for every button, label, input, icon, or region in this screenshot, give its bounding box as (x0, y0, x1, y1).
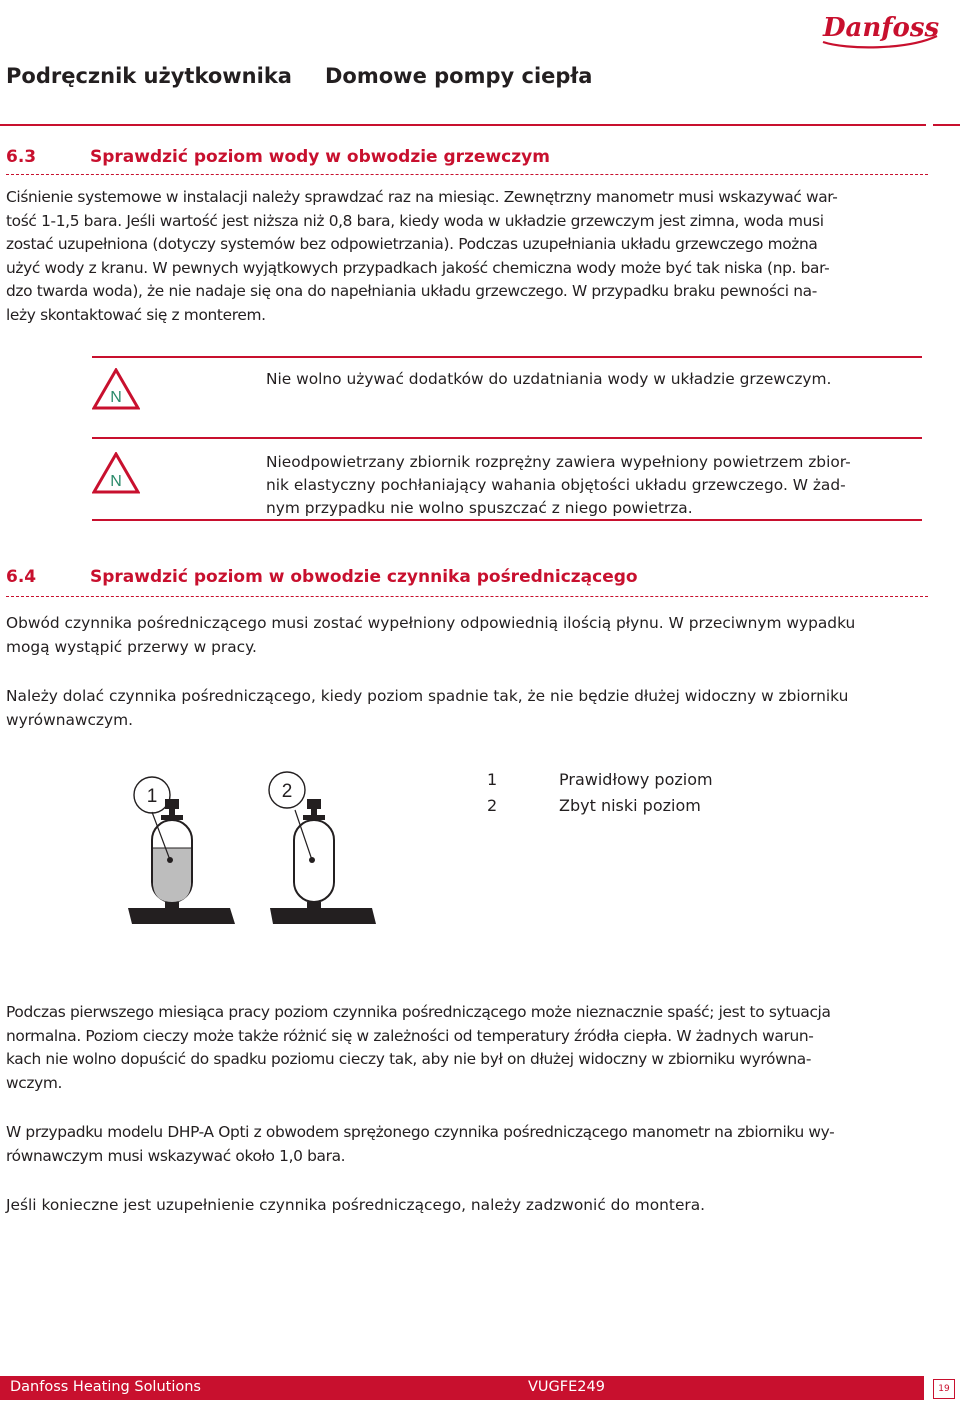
header-rule (0, 124, 926, 126)
section-title: Sprawdzić poziom wody w obwodzie grzewczym (90, 147, 550, 167)
section-64-paragraph-3 (6, 1001, 928, 1095)
section-number: 6.3 (6, 147, 37, 167)
svg-text:N: N (110, 389, 122, 406)
text-line: Należy dolać czynnika pośredniczącego, kiedy poziom spadnie tak, że nie będzie dłużej widoczny w zbiorniku (6, 687, 849, 705)
note-text (266, 368, 916, 391)
section-divider (6, 174, 928, 175)
text-line: nik elastyczny pochłaniający wahania objętości układu grzewczego. W żad- (266, 476, 846, 494)
text-line: Podczas pierwszego miesiąca pracy poziom czynnika pośredniczącego może nieznacznie spaść; jest to sytuacja (6, 1003, 831, 1021)
note-top-rule (92, 356, 922, 358)
note-bottom-rule (92, 519, 922, 521)
section-title: Sprawdzić poziom w obwodzie czynnika pośredniczącego (90, 567, 638, 587)
page-title-right: Domowe pompy ciepła (325, 64, 593, 88)
text-line: zostać uzupełniona (dotyczy systemów bez odpowietrzania). Podczas uzupełniania układu grzewczego można (6, 235, 818, 253)
warning-triangle-icon (92, 452, 140, 494)
text-line: równawczym musi wskazywać około 1,0 bara. (6, 1146, 346, 1165)
text-line: wyrównawczym. (6, 710, 133, 729)
footer-company: Danfoss Heating Solutions (10, 1379, 201, 1395)
header-rule-tail (933, 124, 960, 126)
section-64-paragraph-2 (6, 685, 928, 732)
callout-label-2: 2 (281, 781, 293, 802)
text-line: Obwód czynnika pośredniczącego musi zostać wypełniony odpowiednią ilością płynu. W przeciwnym wypadku (6, 614, 856, 632)
text-line: użyć wody z kranu. W pewnych wyjątkowych przypadkach jakość chemiczna wody może być tak niska (np. bar- (6, 258, 830, 277)
svg-text:N: N (110, 473, 122, 490)
legend-number: 1 (487, 770, 498, 789)
page-number: 19 (933, 1379, 955, 1399)
note-text (266, 451, 916, 520)
callout-label-1: 1 (146, 786, 158, 807)
text-line: normalna. Poziom cieczy może także różnić się w zależności od temperatury źródła ciepła. W żadnych warun- (6, 1026, 814, 1045)
text-line: leży skontaktować się z monterem. (6, 305, 266, 324)
text-line: Jeśli konieczne jest uzupełnienie czynnika pośredniczącego, należy zadzwonić do montera. (6, 1196, 706, 1214)
page-title-left: Podręcznik użytkownika (6, 64, 292, 88)
section-64-paragraph-5 (6, 1194, 928, 1218)
tank-too-low-level (269, 772, 376, 924)
footer-document-code: VUGFE249 (528, 1379, 605, 1395)
text-line: Ciśnienie systemowe w instalacji należy sprawdzać raz na miesiąc. Zewnętrzny manometr musi wskazywać war- (6, 188, 838, 206)
legend-text: Prawidłowy poziom (559, 770, 713, 789)
text-line: kach nie wolno dopuścić do spadku poziomu cieczy tak, aby nie był on dłużej widoczny w zbiorniku wyrówna- (6, 1050, 812, 1068)
section-64-paragraph-4 (6, 1121, 928, 1168)
section-64-paragraph-1 (6, 612, 928, 659)
danfoss-logo (817, 6, 942, 50)
text-line: tość 1-1,5 bara. Jeśli wartość jest niższa niż 0,8 bara, kiedy woda w układzie grzewczym jest zimna, woda musi (6, 211, 824, 230)
text-line: Nieodpowietrzany zbiornik rozprężny zawiera wypełniony powietrzem zbior- (266, 453, 851, 471)
legend-number: 2 (487, 796, 498, 815)
text-line: wczym. (6, 1073, 63, 1092)
warning-triangle-icon (92, 368, 140, 410)
text-line: dzo twarda woda), że nie nadaje się ona do napełniania układu grzewczego. W przypadku braku pewności na- (6, 282, 817, 300)
section-divider (6, 596, 928, 597)
legend-text: Zbyt niski poziom (559, 796, 701, 815)
expansion-tank-figure (120, 770, 420, 940)
text-line: W przypadku modelu DHP-A Opti z obwodem sprężonego czynnika pośredniczącego manometr na zbiorniku wy- (6, 1123, 835, 1141)
text-line: nym przypadku nie wolno spuszczać z niego powietrza. (266, 499, 693, 517)
text-line: mogą wystąpić przerwy w pracy. (6, 637, 257, 656)
tank-correct-level (128, 777, 235, 924)
note-top-rule (92, 437, 922, 439)
text-line: Nie wolno używać dodatków do uzdatniania wody w układzie grzewczym. (266, 370, 832, 388)
logo-wordmark: Danfoss (823, 13, 940, 43)
section-63-paragraph (6, 186, 928, 327)
section-number: 6.4 (6, 567, 37, 587)
